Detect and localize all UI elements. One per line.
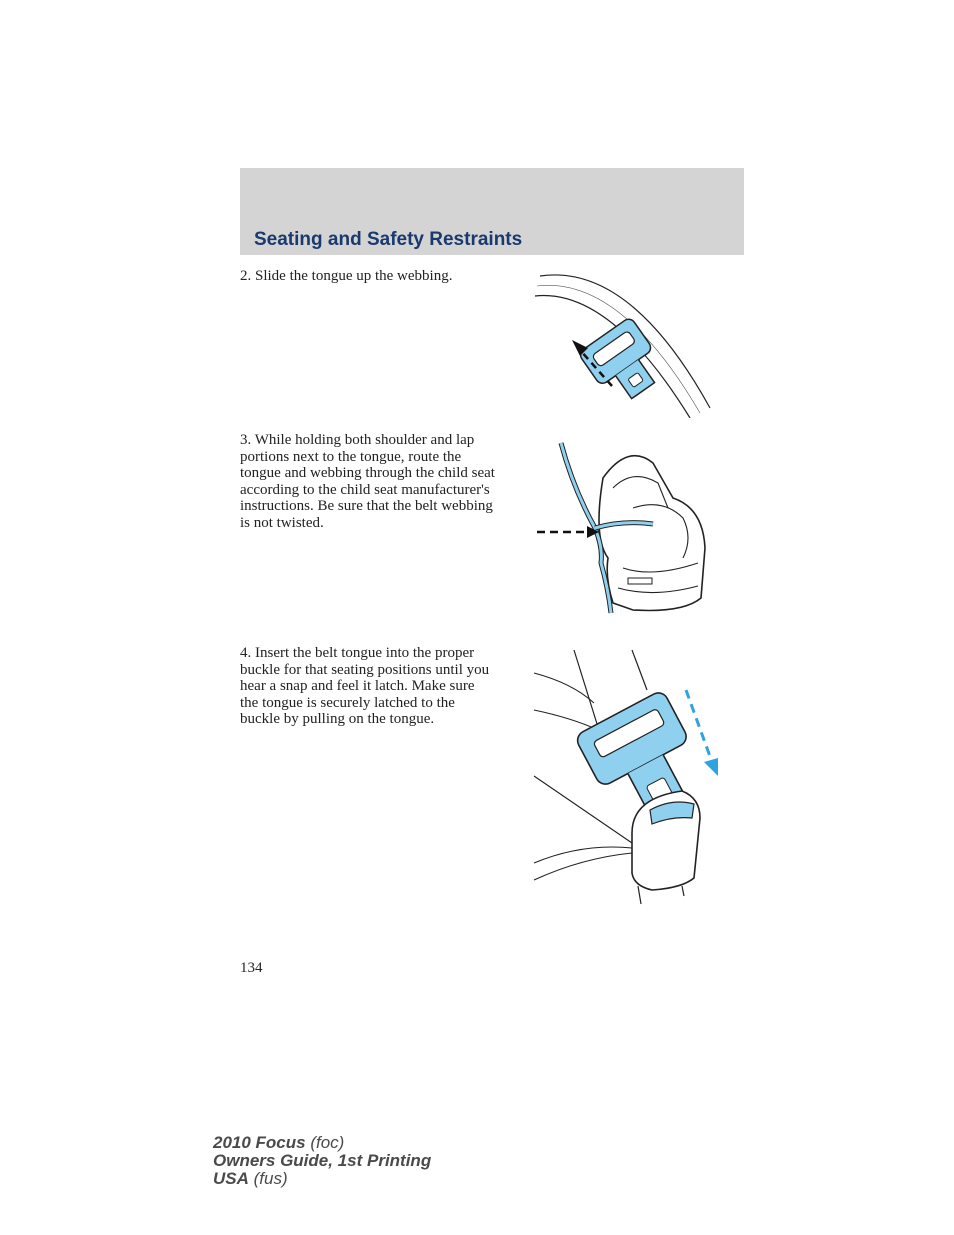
step-4-text: 4. Insert the belt tongue into the proper buckle for that seating positions until you hear a snap and feel it latch. Make sure the tongue is securely latched to the buckle by pulling on the tongue. bbox=[240, 645, 490, 727]
step-2-text: 2. Slide the tongue up the webbing. bbox=[240, 268, 453, 284]
footer-model-code: (foc) bbox=[310, 1133, 345, 1152]
footer-model: 2010 Focus bbox=[213, 1133, 306, 1152]
footer-market-code: (fus) bbox=[253, 1169, 288, 1188]
child-seat-routing-illustration bbox=[533, 438, 713, 624]
footer-line-2: Owners Guide, 1st Printing bbox=[213, 1151, 432, 1170]
footer-line-3 bbox=[213, 1170, 431, 1188]
section-header bbox=[240, 168, 744, 255]
belt-tongue-slide-illustration bbox=[530, 268, 720, 418]
belt-buckle-insert-illustration bbox=[532, 648, 727, 908]
page-number: 134 bbox=[240, 960, 263, 976]
footer-market: USA bbox=[213, 1169, 249, 1188]
section-title: Seating and Safety Restraints bbox=[254, 229, 523, 250]
step-3-text: 3. While holding both shoulder and lap portions next to the tongue, route the tongue and webbing through the child seat according to the child seat manufacturer's instructions. Be sure that the belt webbing is not twisted. bbox=[240, 432, 495, 531]
footer-line-1 bbox=[213, 1134, 431, 1152]
document-footer bbox=[213, 1134, 431, 1188]
